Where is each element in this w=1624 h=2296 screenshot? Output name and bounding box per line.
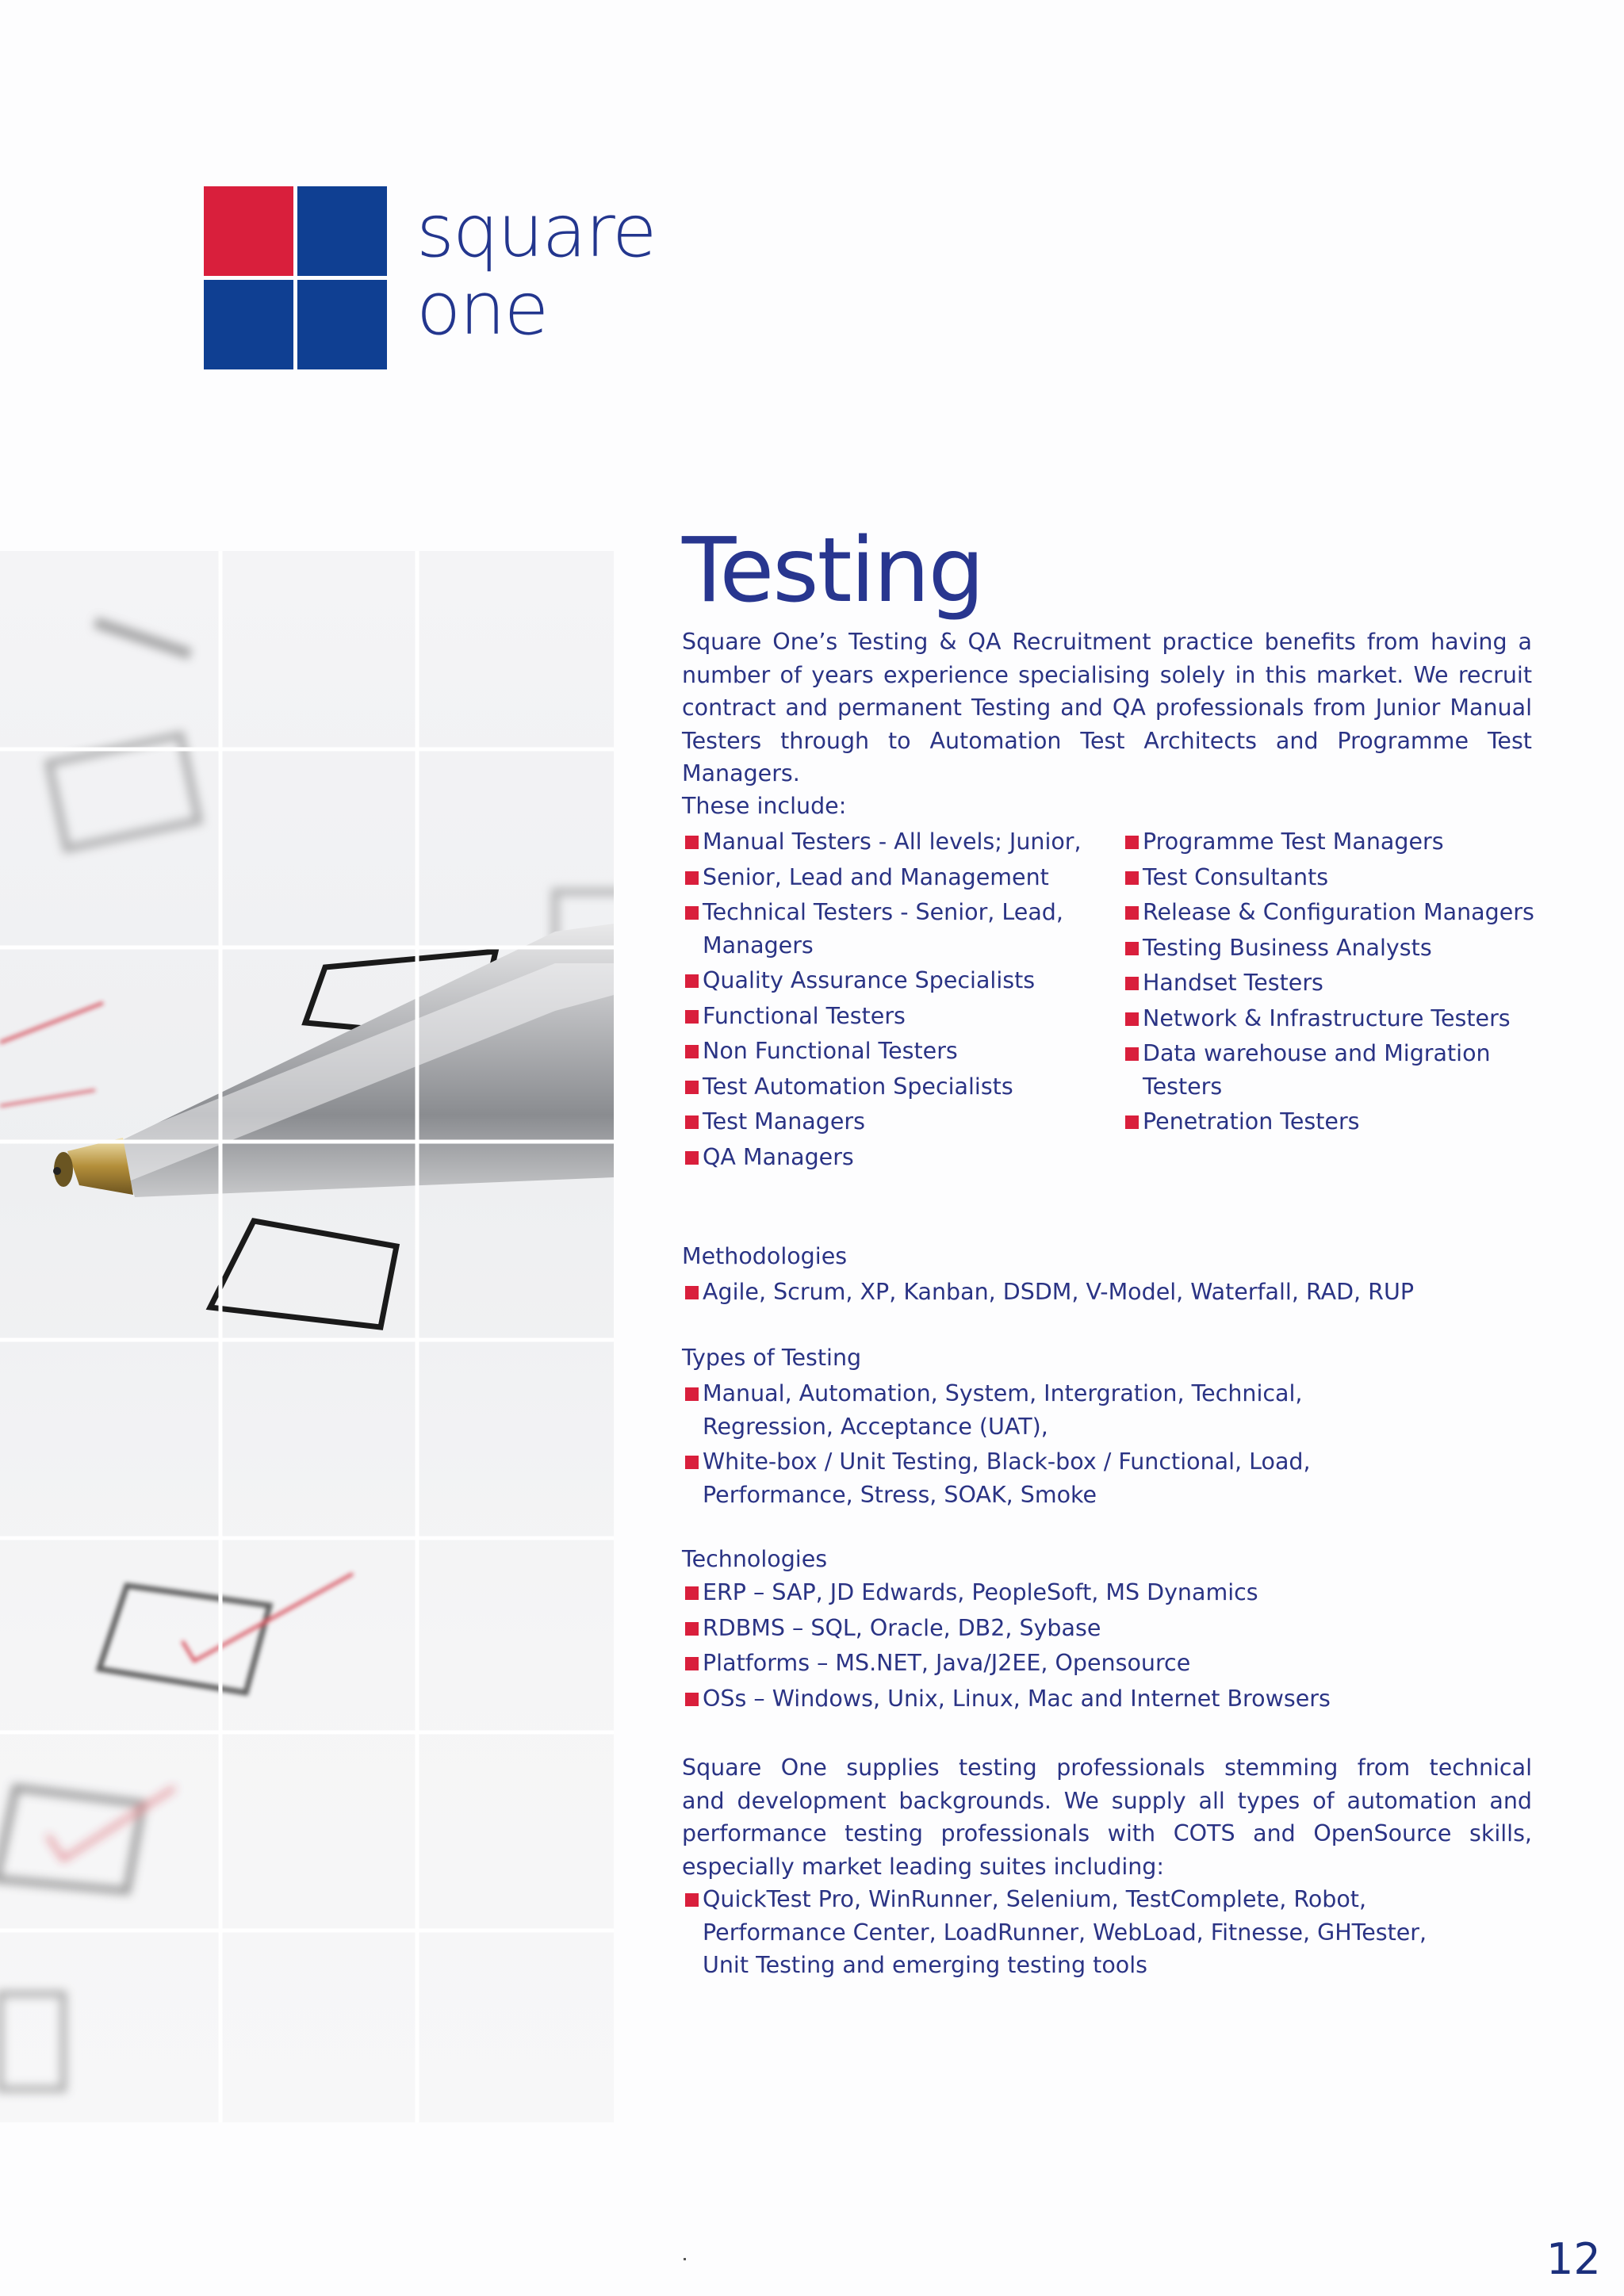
- list-item: Data warehouse and Migration Testers: [1122, 1037, 1515, 1103]
- list-item: Test Automation Specialists: [682, 1070, 1110, 1104]
- logo-square-red: [204, 186, 293, 276]
- list-item: Network & Infrastructure Testers: [1122, 1002, 1534, 1035]
- list-item: Quality Assurance Specialists: [682, 964, 1110, 997]
- pen-checklist-photo: [0, 551, 614, 2122]
- logo-square-blue: [204, 280, 293, 369]
- list-item: Agile, Scrum, XP, Kanban, DSDM, V-Model, Waterfall, RAD, RUP: [682, 1276, 1538, 1309]
- list-item: Programme Test Managers: [1122, 825, 1534, 859]
- methodologies-list: [682, 1276, 1538, 1311]
- bullet-square-icon: [685, 1456, 699, 1469]
- list-item: Functional Testers: [682, 1000, 1110, 1033]
- bullet-square-icon: [685, 1622, 699, 1636]
- bullet-square-icon: [1125, 1115, 1139, 1129]
- bullet-square-icon: [685, 1286, 699, 1299]
- tools-list: [682, 1883, 1475, 1984]
- bullet-square-icon: [685, 1693, 699, 1706]
- list-item: Platforms – MS.NET, Java/J2EE, Opensource: [682, 1647, 1538, 1680]
- bullet-square-icon: [685, 871, 699, 885]
- list-item: Senior, Lead and Management: [682, 861, 1110, 894]
- photo-illustration: [0, 551, 614, 2122]
- logo-mark: [204, 186, 389, 372]
- bullet-square-icon: [1125, 1012, 1139, 1026]
- bullet-square-icon: [1125, 836, 1139, 849]
- bullet-square-icon: [685, 1586, 699, 1600]
- types-heading: Types of Testing: [682, 1345, 862, 1371]
- bullet-square-icon: [1125, 942, 1139, 955]
- intro-paragraph: Square One’s Testing & QA Recruitment practice benefits from having a number of years experience specialising solely in this market. We recruit contract and permanent Testing and QA professionals from Junior Manual Testers through to Automation Test Architects and Programme Test Managers.: [682, 629, 1532, 786]
- logo-wordmark: [416, 189, 656, 351]
- list-item: Release & Configuration Managers: [1122, 896, 1534, 929]
- list-item: RDBMS – SQL, Oracle, DB2, Sybase: [682, 1612, 1538, 1645]
- list-item: Test Managers: [682, 1105, 1110, 1138]
- list-item: White-box / Unit Testing, Black-box / Functional, Load, Performance, Stress, SOAK, Smoke: [682, 1445, 1411, 1511]
- bullet-square-icon: [685, 1657, 699, 1670]
- list-item: Handset Testers: [1122, 966, 1534, 1000]
- logo-square-blue: [297, 186, 387, 276]
- includes-list-left: [682, 825, 1110, 1176]
- bullet-square-icon: [685, 1081, 699, 1094]
- paragraph-line: especially market leading suites including:: [682, 1853, 1165, 1880]
- list-item: Penetration Testers: [1122, 1105, 1534, 1138]
- page-title: Testing: [682, 519, 983, 622]
- bullet-square-icon: [1125, 906, 1139, 920]
- list-item: Test Consultants: [1122, 861, 1534, 894]
- bullet-square-icon: [685, 1045, 699, 1058]
- list-item: Technical Testers - Senior, Lead, Managers: [682, 896, 1075, 962]
- list-item: Manual Testers - All levels; Junior,: [682, 825, 1110, 859]
- list-item: QuickTest Pro, WinRunner, Selenium, TestComplete, Robot, Performance Center, LoadRunner, WebLoad, Fitnesse, GHTester, Unit Testing and emerging testing tools: [682, 1883, 1475, 1982]
- bullet-square-icon: [685, 836, 699, 849]
- bullet-square-icon: [685, 974, 699, 988]
- logo-line-1: square: [416, 189, 656, 274]
- paragraph-line: and development backgrounds. We supply all types of automation and: [682, 1787, 1532, 1814]
- page-number: 12: [1546, 2234, 1601, 2284]
- supply-paragraph: [682, 1751, 1532, 1883]
- bullet-square-icon: [1125, 871, 1139, 885]
- logo-line-2: one: [416, 266, 548, 351]
- bullet-square-icon: [1125, 1047, 1139, 1061]
- includes-list-right: [1122, 825, 1534, 1141]
- types-list: [682, 1377, 1411, 1513]
- bullet-square-icon: [685, 1387, 699, 1401]
- bullet-square-icon: [685, 906, 699, 920]
- list-item: Non Functional Testers: [682, 1035, 1110, 1068]
- bullet-square-icon: [685, 1893, 699, 1907]
- list-item: OSs – Windows, Unix, Linux, Mac and Internet Browsers: [682, 1682, 1538, 1716]
- bullet-square-icon: [1125, 977, 1139, 990]
- paragraph-line: Square One supplies testing professionals stemming from technical: [682, 1755, 1532, 1781]
- technologies-list: [682, 1576, 1538, 1717]
- logo-square-blue: [297, 280, 387, 369]
- bullet-square-icon: [685, 1115, 699, 1129]
- bullet-square-icon: [685, 1151, 699, 1165]
- list-item: Manual, Automation, System, Intergration, Technical, Regression, Acceptance (UAT),: [682, 1377, 1411, 1443]
- paragraph-line: performance testing professionals with COTS and OpenSource skills,: [682, 1820, 1532, 1846]
- footer-dot: [684, 2258, 686, 2260]
- methodologies-heading: Methodologies: [682, 1243, 848, 1269]
- technologies-heading: Technologies: [682, 1546, 828, 1572]
- includes-heading: These include:: [682, 793, 847, 819]
- list-item: QA Managers: [682, 1141, 1110, 1174]
- list-item: Testing Business Analysts: [1122, 932, 1534, 965]
- bullet-square-icon: [685, 1010, 699, 1024]
- list-item: ERP – SAP, JD Edwards, PeopleSoft, MS Dynamics: [682, 1576, 1538, 1609]
